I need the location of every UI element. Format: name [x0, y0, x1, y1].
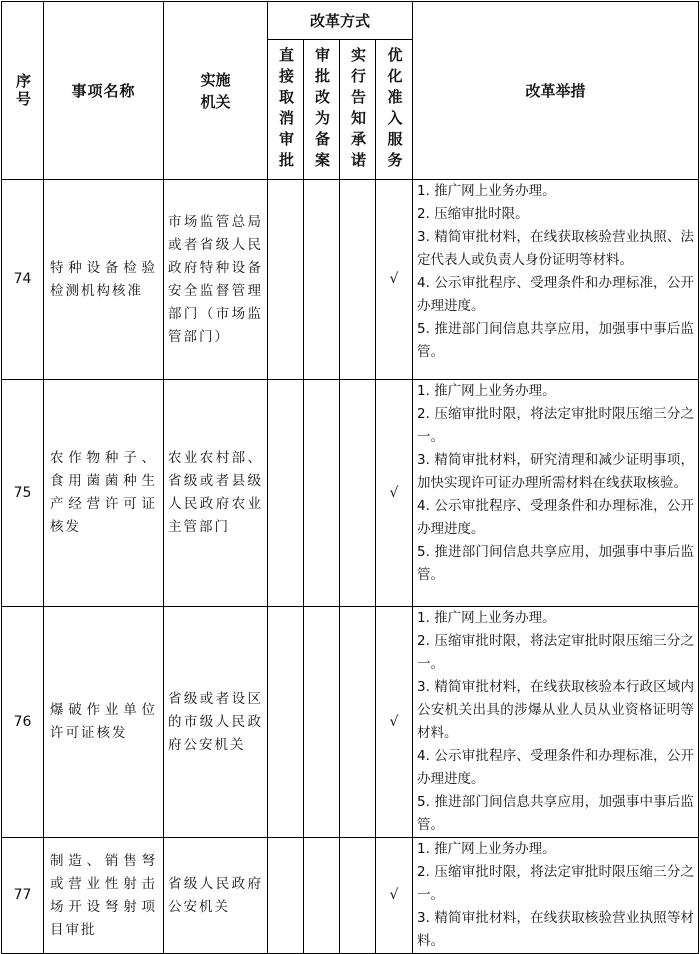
mark-cancel [268, 838, 304, 954]
measure-item: 1. 推广网上业务办理。 [417, 183, 556, 199]
header-item-name: 事项名称 [44, 2, 164, 180]
measure-item: 4. 公示审批程序、受理条件和办理标准，公开办理进度。 [417, 748, 695, 787]
row-number: 75 [2, 380, 44, 607]
item-name: 爆破作业单位许可证核发 [44, 607, 164, 838]
measure-item: 3. 精简审批材料，研究清理和减少证明事项，加快实现许可证办理所需材料在线获取核验。 [417, 452, 695, 491]
header-mode-filing [304, 40, 340, 180]
implementing-agency: 农业农村部、省级或者县级人民政府农业主管部门 [164, 380, 268, 607]
header-mode-cancel [268, 40, 304, 180]
header-mode-commitment [340, 40, 376, 180]
mode-label-cancel: 直接取消审批 [277, 46, 295, 173]
measure-item: 1. 推广网上业务办理。 [417, 841, 556, 857]
reform-measures [413, 180, 699, 380]
header-mode-optimize [376, 40, 413, 180]
mark-cancel [268, 607, 304, 838]
implementing-agency: 市场监管总局或者省级人民政府特种设备安全监督管理部门（市场监管部门） [164, 180, 268, 380]
mark-commitment [340, 380, 376, 607]
mark-commitment [340, 607, 376, 838]
measure-item: 4. 公示审批程序、受理条件和办理标准，公开办理进度。 [417, 498, 695, 537]
mark-optimize: √ [376, 180, 413, 380]
mark-filing [304, 607, 340, 838]
measure-item: 3. 精简审批材料，在线获取核验营业执照等材料。 [417, 910, 695, 949]
reform-measures [413, 607, 699, 838]
item-name: 特种设备检验检测机构核准 [44, 180, 164, 380]
measure-item: 3. 精简审批材料，在线获取核验营业执照、法定代表人或负责人身份证明等材料。 [417, 229, 695, 268]
mark-cancel [268, 380, 304, 607]
measure-item: 1. 推广网上业务办理。 [417, 383, 556, 399]
mark-optimize: √ [376, 607, 413, 838]
mark-commitment [340, 180, 376, 380]
mark-filing [304, 838, 340, 954]
row-number: 74 [2, 180, 44, 380]
measure-item: 1. 推广网上业务办理。 [417, 610, 556, 626]
measure-item: 2. 压缩审批时限。 [417, 206, 529, 222]
mode-label-commitment: 实行告知承诺 [349, 46, 367, 173]
mark-filing [304, 180, 340, 380]
mark-optimize: √ [376, 838, 413, 954]
table-row [2, 838, 699, 954]
mark-commitment [340, 838, 376, 954]
header-agency-label: 实施机关 [200, 70, 231, 111]
mark-optimize: √ [376, 380, 413, 607]
measure-item: 5. 推进部门间信息共享应用，加强事中事后监管。 [417, 794, 695, 833]
mark-filing [304, 380, 340, 607]
measure-item: 5. 推进部门间信息共享应用，加强事中事后监管。 [417, 544, 695, 583]
table-row [2, 380, 699, 607]
mode-label-filing: 审批改为备案 [313, 46, 331, 173]
measure-item: 2. 压缩审批时限，将法定审批时限压缩三分之一。 [417, 864, 695, 903]
table-row [2, 180, 699, 380]
reform-table [1, 1, 699, 954]
measure-item: 4. 公示审批程序、受理条件和办理标准，公开办理进度。 [417, 275, 695, 314]
header-seq [2, 2, 44, 180]
measure-item: 5. 推进部门间信息共享应用，加强事中事后监管。 [417, 321, 695, 360]
measure-item: 2. 压缩审批时限，将法定审批时限压缩三分之一。 [417, 633, 695, 672]
row-number: 77 [2, 838, 44, 954]
measure-item: 2. 压缩审批时限，将法定审批时限压缩三分之一。 [417, 406, 695, 445]
header-measures: 改革举措 [413, 2, 699, 180]
implementing-agency: 省级或者设区的市级人民政府公安机关 [164, 607, 268, 838]
header-agency [164, 2, 268, 180]
measure-item: 3. 精简审批材料，在线获取核验本行政区域内公安机关出具的涉爆从业人员从业资格证明等材料。 [417, 679, 695, 741]
mark-cancel [268, 180, 304, 380]
reform-measures [413, 380, 699, 607]
reform-measures [413, 838, 699, 954]
mode-label-optimize: 优化准入服务 [385, 46, 404, 173]
item-name: 农作物种子、食用菌菌种生产经营许可证核发 [44, 380, 164, 607]
table-row [2, 607, 699, 838]
implementing-agency: 省级人民政府公安机关 [164, 838, 268, 954]
item-name: 制造、销售弩或营业性射击场开设弩射项目审批 [44, 838, 164, 954]
row-number: 76 [2, 607, 44, 838]
header-reform-mode: 改革方式 [268, 2, 413, 40]
header-seq-label: 序号 [14, 72, 32, 109]
